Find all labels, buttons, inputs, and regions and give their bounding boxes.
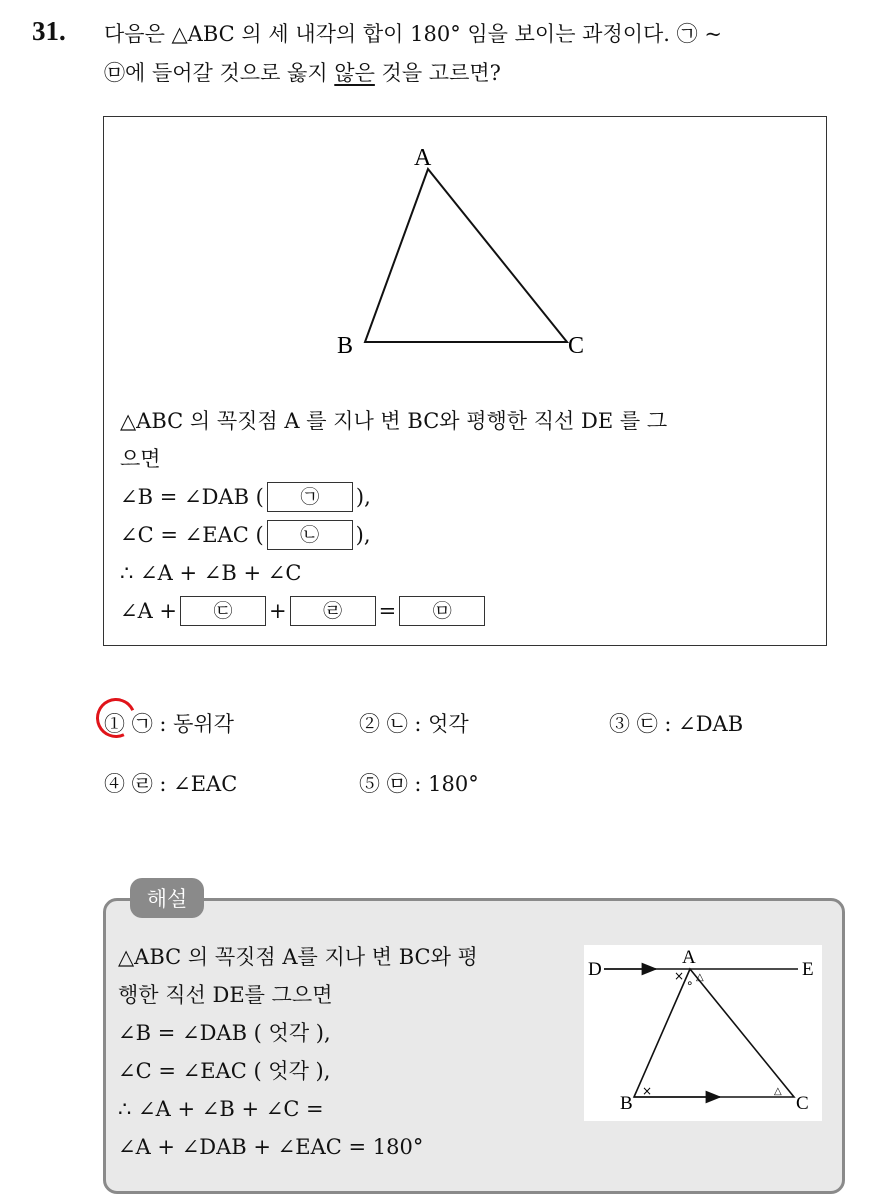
eq2-close: ),: [355, 523, 371, 547]
blank-4: ㉣: [290, 596, 376, 626]
choice-2-number: ②: [359, 712, 380, 736]
solution-figure: [584, 945, 822, 1121]
solution-line-3: ∠B = ∠DAB ( 엇각 ),: [118, 1021, 331, 1045]
angle-mark-tri-c: △: [774, 1086, 782, 1097]
eq2-text: ∠C = ∠EAC (: [120, 523, 264, 547]
question-text-pre: ㉤에 들어갈 것으로 옳지: [104, 61, 335, 85]
angle-mark-x-b: ×: [642, 1084, 653, 1098]
choice-4[interactable]: [104, 768, 237, 798]
proof-eq3: ∴ ∠A + ∠B + ∠C: [120, 561, 302, 585]
solution-line-2: 행한 직선 DE를 그으면: [118, 983, 333, 1007]
eq4-equals: =: [378, 599, 397, 623]
eq4-plus: +: [269, 599, 287, 623]
choice-3-text: ㉢ : ∠DAB: [636, 712, 744, 736]
proof-eq4: [120, 592, 667, 630]
question-text-post: 것을 고르면?: [374, 61, 501, 85]
choice-1[interactable]: [104, 708, 234, 738]
eq4-text: ∠A +: [120, 599, 178, 623]
question-text-line1: 다음은 △ABC 의 세 내각의 합이 180° 임을 보이는 과정이다. ㉠ ~: [104, 22, 722, 46]
fig-label-e: E: [802, 959, 814, 980]
blank-2: ㉡: [267, 520, 353, 550]
solution-line-1: △ABC 의 꼭짓점 A를 지나 변 BC와 평: [118, 945, 478, 969]
question-number: 31.: [32, 16, 66, 46]
solution-text: [118, 938, 478, 1166]
solution-tab: 해설: [130, 878, 204, 918]
proof-eq1: [120, 478, 667, 516]
solution-line-5: ∴ ∠A + ∠B + ∠C =: [118, 1097, 324, 1121]
angle-mark-x-a: ×: [674, 969, 685, 983]
choice-5-number: ⑤: [359, 772, 380, 796]
angle-mark-tri-a: △: [696, 972, 704, 983]
choice-2[interactable]: [359, 708, 469, 738]
solution-line-4: ∠C = ∠EAC ( 엇각 ),: [118, 1059, 331, 1083]
solution-triangle: [634, 969, 794, 1097]
fig-label-a: A: [682, 947, 696, 968]
proof-line1: △ABC 의 꼭짓점 A 를 지나 변 BC와 평행한 직선 DE 를 그: [120, 409, 668, 433]
blank-1: ㉠: [267, 482, 353, 512]
solution-figure-svg: [584, 945, 822, 1121]
eq1-close: ),: [355, 485, 371, 509]
question-text-line2: [104, 57, 501, 87]
fig-label-b: B: [620, 1093, 633, 1114]
blank-3: ㉢: [180, 596, 266, 626]
vertex-b-label: B: [337, 333, 354, 359]
proof-box: [103, 116, 827, 646]
vertex-a-label: A: [414, 145, 432, 171]
proof-eq2: [120, 516, 667, 554]
choice-4-text: ㉣ : ∠EAC: [131, 772, 238, 796]
choice-5-text: ㉤ : 180°: [386, 772, 479, 796]
choice-5[interactable]: [359, 768, 479, 798]
triangle-figure: [324, 137, 604, 362]
choice-1-number: ①: [104, 712, 125, 736]
choice-1-text: ㉠ : 동위각: [131, 712, 234, 736]
eq1-text: ∠B = ∠DAB (: [120, 485, 264, 509]
choice-2-text: ㉡ : 엇각: [386, 712, 469, 736]
proof-text: [120, 402, 667, 630]
angle-mark-o-a: ∘: [686, 976, 694, 990]
solution-line-6: ∠A + ∠DAB + ∠EAC = 180°: [118, 1135, 424, 1159]
choice-4-number: ④: [104, 772, 125, 796]
blank-5: ㉤: [399, 596, 485, 626]
fig-label-c: C: [796, 1093, 809, 1114]
vertex-c-label: C: [568, 333, 585, 359]
choice-3-number: ③: [609, 712, 630, 736]
triangle-abc: [365, 169, 567, 342]
fig-label-d: D: [588, 959, 602, 980]
proof-line2: 으면: [120, 447, 161, 471]
question-text-underlined: 않은: [334, 61, 375, 85]
choice-3[interactable]: [609, 708, 743, 738]
